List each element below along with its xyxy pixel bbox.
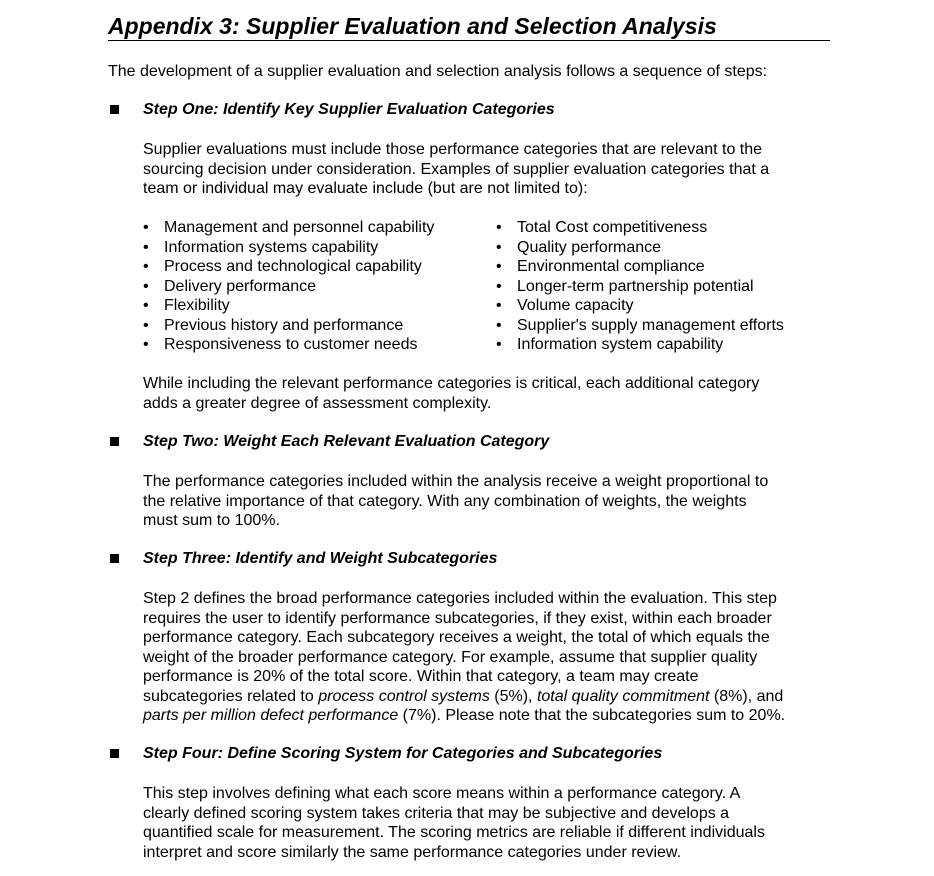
bullet-icon: • <box>496 238 502 256</box>
list-item: • Management and personnel capability <box>143 219 435 236</box>
step-two-title: Step Two: Weight Each Relevant Evaluation Category <box>143 433 550 450</box>
list-item: • Responsiveness to customer needs <box>143 336 418 353</box>
paragraph-line: performance category. Each subcategory receives a weight, the total of which equals the <box>143 629 770 646</box>
paragraph-line: weight of the broader performance category. For example, assume that supplier quality <box>143 648 758 666</box>
paragraph-line: interpret and score similarly the same performance categories under review. <box>143 843 682 861</box>
step-three-paragraph <box>143 589 785 726</box>
subcategory-term: process control systems <box>318 687 490 705</box>
list-item: • Quality performance <box>496 238 662 256</box>
bullet-icon: • <box>143 258 149 275</box>
bullet-icon: • <box>496 336 502 353</box>
bullet-icon: • <box>496 277 502 295</box>
bullet-icon: • <box>143 297 149 314</box>
paragraph-line: team or individual may evaluate include (but are not limited to): <box>143 180 588 197</box>
step-one-paragraph <box>143 140 769 199</box>
paragraph-line: The performance categories included within the analysis receive a weight proportional to <box>143 473 769 490</box>
step-four-heading <box>108 744 828 764</box>
paragraph-line: subcategories related to process control systems (5%), total quality commitment (8%), and <box>143 687 784 705</box>
paragraph-line: adds a greater degree of assessment complexity. <box>143 394 492 412</box>
evaluation-categories-right-list <box>496 218 784 355</box>
paragraph-line: quantified scale for measurement. The scoring metrics are reliable if different individuals <box>143 824 765 841</box>
step-three-title: Step Three: Identify and Weight Subcategories <box>143 550 498 567</box>
list-item: • Information system capability <box>496 336 724 353</box>
paragraph-line: sourcing decision under consideration. Examples of supplier evaluation categories that a <box>143 160 770 178</box>
list-item: • Supplier's supply management efforts <box>496 316 784 334</box>
paragraph-line: Step 2 defines the broad performance categories included within the evaluation. This step <box>143 590 777 607</box>
bullet-icon: • <box>496 297 502 314</box>
bullet-icon: • <box>143 336 149 353</box>
bullet-icon: • <box>496 316 502 334</box>
list-item: • Process and technological capability <box>143 258 422 275</box>
bullet-icon: • <box>143 238 149 256</box>
list-item: • Flexibility <box>143 297 230 314</box>
step-two-paragraph <box>143 472 768 531</box>
list-item: • Longer-term partnership potential <box>496 277 754 295</box>
subcategory-term: total quality commitment <box>536 687 710 705</box>
list-item: • Volume capacity <box>496 297 634 314</box>
step-one-closing-paragraph <box>143 374 759 413</box>
square-bullet-icon <box>110 554 119 563</box>
paragraph-line: parts per million defect performance (7%). Please note that the subcategories sum to 20%. <box>143 707 786 724</box>
step-four-paragraph <box>143 784 765 862</box>
list-item: • Information systems capability <box>143 238 379 256</box>
square-bullet-icon <box>110 749 119 758</box>
page-title: Appendix 3: Supplier Evaluation and Selection Analysis <box>108 12 830 41</box>
list-item: • Previous history and performance <box>143 316 404 334</box>
intro-paragraph: The development of a supplier evaluation and selection analysis follows a sequence of steps: <box>108 63 768 80</box>
paragraph-line: While including the relevant performance categories is critical, each additional category <box>143 375 760 392</box>
bullet-icon: • <box>496 219 502 236</box>
evaluation-categories-left-list <box>143 218 434 355</box>
step-four-title: Step Four: Define Scoring System for Categories and Subcategories <box>143 745 663 762</box>
list-item: • Total Cost competitiveness <box>496 219 708 236</box>
list-item: • Delivery performance <box>143 277 317 295</box>
paragraph-line: clearly defined scoring system takes criteria that may be subjective and develops a <box>143 804 730 822</box>
bullet-icon: • <box>496 258 502 275</box>
paragraph-line: Supplier evaluations must include those performance categories that are relevant to the <box>143 141 763 158</box>
paragraph-line: performance is 20% of the total score. Within that category, a team may create <box>143 668 699 685</box>
paragraph-line: requires the user to identify performance subcategories, if they exist, within each broader <box>143 609 772 627</box>
paragraph-line: must sum to 100%. <box>143 512 280 529</box>
step-one-title: Step One: Identify Key Supplier Evaluation Categories <box>143 101 555 118</box>
step-two-heading <box>108 432 828 452</box>
square-bullet-icon <box>110 437 119 446</box>
paragraph-line: the relative importance of that category. With any combination of weights, the weights <box>143 492 747 510</box>
bullet-icon: • <box>143 316 149 334</box>
square-bullet-icon <box>110 105 119 114</box>
paragraph-line: This step involves defining what each score means within a performance category. A <box>143 785 741 802</box>
step-three-heading <box>108 549 828 569</box>
bullet-icon: • <box>143 219 149 236</box>
list-item: • Environmental compliance <box>496 258 705 275</box>
subcategory-term: parts per million defect performance <box>143 707 399 724</box>
step-one-heading <box>108 100 828 120</box>
bullet-icon: • <box>143 277 149 295</box>
